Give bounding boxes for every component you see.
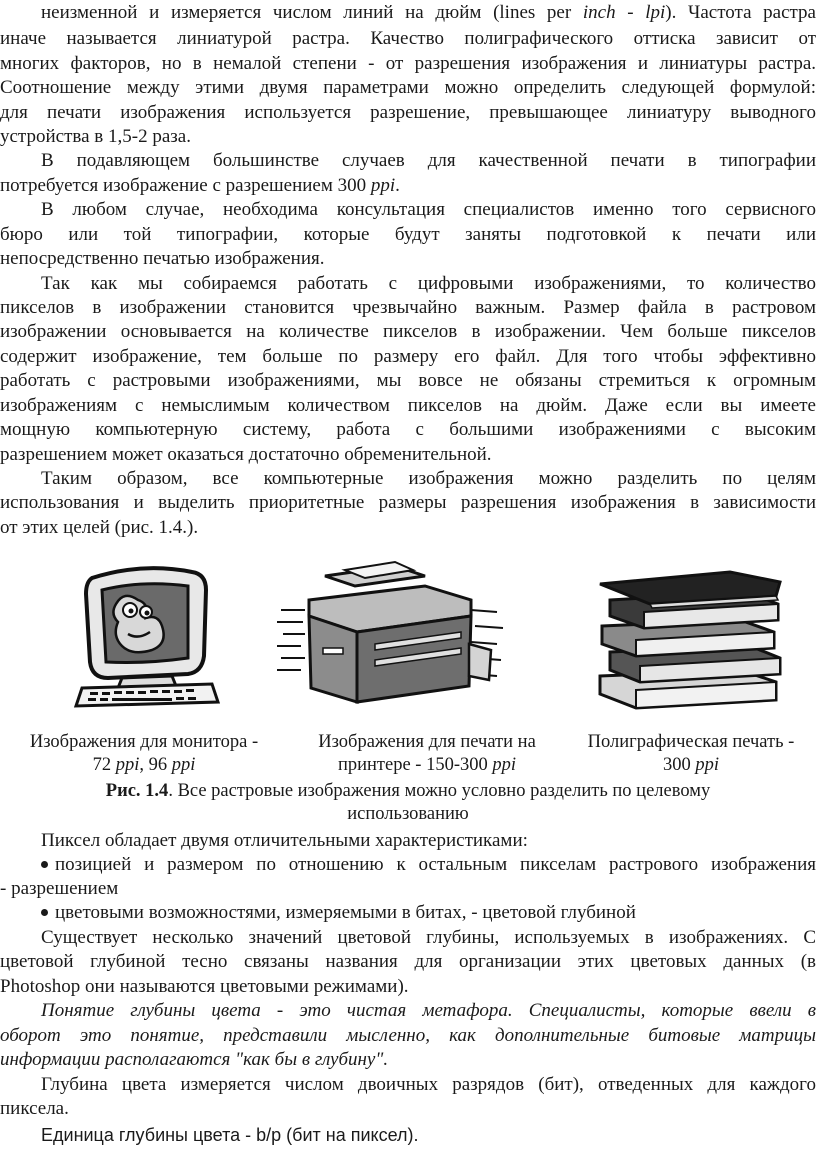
figure-caption-printer bbox=[292, 731, 562, 777]
p3-line-1: В любом случае, необходима консультация специалистов именно того сервисного bbox=[41, 199, 816, 220]
figure-title-line-1: Рис. 1.4. Все растровые изображения можно условно разделить по целевому bbox=[105, 781, 711, 801]
p4-line-8: разрешением может оказаться достаточно обременительной. bbox=[0, 444, 492, 465]
p7-line-3: Photoshop они называются цветовыми режимами). bbox=[0, 976, 409, 997]
p4-line-6: изображениям с немыслимым количеством пикселов на дюйм. Даже если вы имеете bbox=[0, 395, 816, 416]
p9-line-2: пиксела. bbox=[0, 1098, 69, 1119]
bullet-icon bbox=[41, 861, 48, 868]
caption-monitor-line-2: 72 ppi, 96 ppi bbox=[92, 755, 196, 775]
p1-line-5: для печати изображения используется разрешение, превышающее линиатуру выводного bbox=[0, 102, 816, 123]
p4-line-2: пикселов в изображении становится чрезвычайно важным. Размер файла в растровом bbox=[0, 297, 816, 318]
caption-books-line-1: Полиграфическая печать - bbox=[587, 732, 795, 752]
bullet-item-2: цветовыми возможностями, измеряемыми в битах, - цветовой глубиной bbox=[0, 901, 816, 925]
p1-line-4: Соотношение между этими двумя параметрами можно определить следующей формулой: bbox=[0, 77, 816, 98]
caption-monitor-line-1: Изображения для монитора - bbox=[29, 732, 259, 752]
books-icon bbox=[590, 560, 790, 710]
p4-line-4: содержит изображение, тем больше по размеру его файл. Для того чтобы эффективно bbox=[0, 346, 816, 367]
bullet-icon bbox=[41, 909, 48, 916]
figure-illustrations bbox=[0, 560, 816, 720]
figure-caption-books bbox=[566, 731, 816, 777]
printer-icon bbox=[275, 560, 505, 710]
p7-line-2: цветовой глубиной тесно связаны названия для организации этих цветовых данных (в bbox=[0, 951, 816, 972]
p1-line-3: многих факторов, но в немалой степени - от разрешения изображения и линиатуры растра. bbox=[0, 53, 816, 74]
p6-line-1: Пиксел обладает двумя отличительными характеристиками: bbox=[41, 830, 528, 851]
caption-books-line-2: 300 ppi bbox=[662, 755, 719, 775]
p1-line-1: неизменной и измеряется числом линий на дюйм (lines per inch - lpi). Частота растра bbox=[41, 2, 816, 23]
caption-printer-line-2: принтере - 150-300 ppi bbox=[337, 755, 517, 775]
p10-line-1: Единица глубины цвета - b/p (бит на пиксел). bbox=[41, 1125, 419, 1145]
p5-line-1: Таким образом, все компьютерные изображения можно разделить по целям bbox=[41, 468, 816, 489]
caption-printer-line-1: Изображения для печати на bbox=[318, 732, 536, 752]
p8-line-2: оборот это понятие, представили мысленно, как дополнительные битовые матрицы bbox=[0, 1025, 816, 1046]
p4-line-7: мощную компьютерную систему, работа с большими изображениями с высоким bbox=[0, 419, 816, 440]
p9-line-1: Глубина цвета измеряется числом двоичных разрядов (бит), отведенных для каждого bbox=[41, 1074, 816, 1095]
p3-line-3: непосредственно печатью изображения. bbox=[0, 248, 325, 269]
bullet-item-1: позицией и размером по отношению к остальным пикселам растрового изображения bbox=[0, 853, 816, 877]
p4-line-5: работать с растровыми изображениями, мы вовсе не обязаны стремиться к огромным bbox=[0, 370, 816, 391]
p7-line-1: Существует несколько значений цветовой глубины, используемых в изображениях. С bbox=[41, 927, 816, 948]
p1-line-2: иначе называется линиатурой растра. Качество полиграфического оттиска зависит от bbox=[0, 28, 816, 49]
p2-line-1: В подавляющем большинстве случаев для качественной печати в типографии bbox=[41, 150, 816, 171]
p5-line-2: использования и выделить приоритетные размеры разрешения изображения в зависимости bbox=[0, 492, 816, 513]
p2-line-2: потребуется изображение с разрешением 300 ppi. bbox=[0, 175, 400, 196]
p8-line-3: информации располагаются "как бы в глубину". bbox=[0, 1049, 389, 1070]
bullet-item-1-cont: - разрешением bbox=[0, 878, 119, 899]
p4-line-1: Так как мы собираемся работать с цифровыми изображениями, то количество bbox=[41, 273, 816, 294]
p8-line-1: Понятие глубины цвета - это чистая метафора. Специалисты, которые ввели в bbox=[41, 1000, 816, 1021]
p5-line-3: от этих целей (рис. 1.4.). bbox=[0, 517, 199, 538]
figure-title bbox=[0, 780, 816, 826]
p3-line-2: бюро или той типографии, которые будут заняты подготовкой к печати или bbox=[0, 224, 816, 245]
monitor-icon bbox=[72, 560, 222, 710]
p1-line-6: устройства в 1,5-2 раза. bbox=[0, 126, 191, 147]
p4-line-3: изображении основывается на количестве пикселов в изображении. Чем больше пикселов bbox=[0, 321, 816, 342]
figure-caption-monitor bbox=[4, 731, 284, 777]
figure-title-line-2: использованию bbox=[347, 804, 469, 824]
